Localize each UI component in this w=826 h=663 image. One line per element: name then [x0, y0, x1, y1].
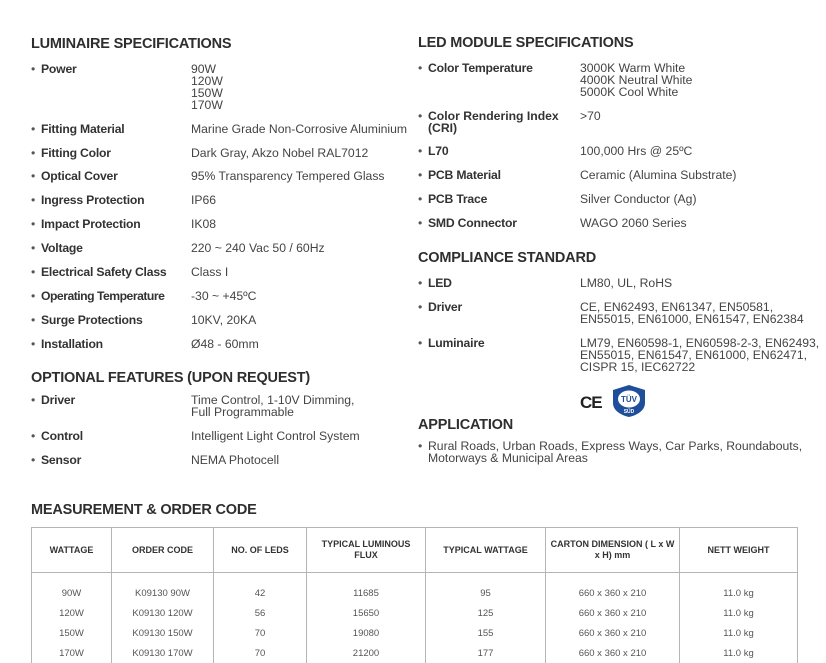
measurement-heading: MEASUREMENT & ORDER CODE: [31, 502, 257, 518]
table-cell: 19080: [307, 623, 426, 643]
table-cell: 11.0 kg: [680, 583, 798, 603]
spec-value-line: 150W: [191, 86, 223, 100]
column-header: CARTON DIMENSION ( L x W x H) mm: [546, 528, 680, 573]
table-row: [32, 623, 798, 643]
spec-value: 220 ~ 240 Vac 50 / 60Hz: [191, 241, 325, 255]
table-cell: 11685: [307, 583, 426, 603]
table-cell: 125: [426, 603, 546, 623]
spec-label: LED: [428, 276, 452, 290]
table-cell: 95: [426, 583, 546, 603]
spec-label: Sensor: [41, 453, 82, 467]
table-cell: 660 x 360 x 210: [546, 603, 680, 623]
spec-value: [191, 394, 354, 418]
spec-value: Marine Grade Non-Corrosive Aluminium: [191, 122, 408, 136]
table-cell: 177: [426, 643, 546, 663]
spec-value: 10KV, 20KA: [191, 313, 257, 327]
spec-value-line: 5000K Cool White: [580, 85, 679, 99]
spec-value: NEMA Photocell: [191, 453, 280, 467]
table-cell: 11.0 kg: [680, 643, 798, 663]
spec-label: Fitting Color: [41, 146, 111, 160]
spec-value: WAGO 2060 Series: [580, 216, 687, 230]
spec-label: Luminaire: [428, 336, 485, 350]
spec-label: Voltage: [41, 241, 83, 255]
spec-label: Installation: [41, 337, 103, 351]
spec-value: [580, 301, 804, 325]
led-module-heading: LED MODULE SPECIFICATIONS: [418, 35, 634, 51]
spec-label: Driver: [41, 393, 76, 407]
spec-label: Ingress Protection: [41, 193, 145, 207]
tuv-sud-mark-sublabel: SÜD: [623, 409, 635, 415]
spec-value-line: 170W: [191, 98, 223, 112]
spec-label: Color Rendering Index (CRI): [428, 109, 559, 135]
table-cell: K09130 90W: [112, 583, 214, 603]
table-cell: 11.0 kg: [680, 603, 798, 623]
tuv-sud-mark-icon: [610, 384, 648, 418]
spec-label: Operating Temperature: [41, 289, 165, 303]
table-header-row: [32, 528, 798, 573]
table-row: [32, 603, 798, 623]
table-divider: [32, 573, 798, 584]
table-row: [32, 643, 798, 663]
luminaire-heading: LUMINAIRE SPECIFICATIONS: [31, 36, 232, 52]
table-cell: 11.0 kg: [680, 623, 798, 643]
spec-label: Power: [41, 62, 77, 76]
spec-value: Ceramic (Alumina Substrate): [580, 168, 737, 182]
spec-value-line: CISPR 15, IEC62722: [580, 360, 696, 374]
spec-value: Silver Conductor (Ag): [580, 192, 697, 206]
table-cell: 120W: [32, 603, 112, 623]
spec-label: Optical Cover: [41, 169, 118, 183]
spec-value-line: Time Control, 1-10V Dimming,: [191, 393, 355, 407]
table-cell: 660 x 360 x 210: [546, 643, 680, 663]
application-heading: APPLICATION: [418, 417, 514, 433]
table-cell: 21200: [307, 643, 426, 663]
column-header: NO. OF LEDS: [214, 528, 307, 573]
spec-value: LM80, UL, RoHS: [580, 276, 673, 290]
column-header: WATTAGE: [32, 528, 112, 573]
spec-value: [191, 63, 223, 111]
spec-label: Electrical Safety Class: [41, 265, 167, 279]
table-cell: 56: [214, 603, 307, 623]
spec-value-line: 3000K Warm White: [580, 61, 686, 75]
spec-value: IP66: [191, 193, 217, 207]
table-cell: 70: [214, 623, 307, 643]
spec-label: Control: [41, 429, 83, 443]
spec-label: PCB Material: [428, 168, 501, 182]
table-cell: 15650: [307, 603, 426, 623]
spec-value: [580, 337, 819, 373]
spec-label: Fitting Material: [41, 122, 125, 136]
spec-value: >70: [580, 109, 601, 123]
spec-value: IK08: [191, 217, 217, 231]
table-cell: 90W: [32, 583, 112, 603]
table-cell: 70: [214, 643, 307, 663]
spec-value-line: 120W: [191, 74, 223, 88]
spec-label: Driver: [428, 300, 463, 314]
spec-value-line: EN55015, EN61547, EN61000, EN62471,: [580, 348, 807, 362]
spec-value: 100,000 Hrs @ 25ºC: [580, 144, 693, 158]
column-header: TYPICAL WATTAGE: [426, 528, 546, 573]
spec-value-line: CE, EN62493, EN61347, EN50581,: [580, 300, 774, 314]
table-cell: K09130 150W: [112, 623, 214, 643]
spec-value: Dark Gray, Akzo Nobel RAL7012: [191, 146, 369, 160]
spec-label: Color Temperature: [428, 61, 533, 75]
spec-value-line: 90W: [191, 62, 217, 76]
table-cell: 42: [214, 583, 307, 603]
spec-value: Class I: [191, 265, 229, 279]
spec-value: Intelligent Light Control System: [191, 429, 360, 443]
spec-value: 95% Transparency Tempered Glass: [191, 169, 385, 183]
spec-value: -30 ~ +45ºC: [191, 289, 257, 303]
table-cell: 660 x 360 x 210: [546, 623, 680, 643]
table-cell: 155: [426, 623, 546, 643]
spec-label: Surge Protections: [41, 313, 143, 327]
spec-label: Impact Protection: [41, 217, 141, 231]
optional-heading: OPTIONAL FEATURES (UPON REQUEST): [31, 370, 311, 386]
spec-label: L70: [428, 144, 449, 158]
spec-value-line: LM79, EN60598-1, EN60598-2-3, EN62493,: [580, 336, 820, 350]
table-row: [32, 583, 798, 603]
spec-label: PCB Trace: [428, 192, 488, 206]
compliance-heading: COMPLIANCE STANDARD: [418, 250, 596, 266]
table-cell: 170W: [32, 643, 112, 663]
table-cell: K09130 170W: [112, 643, 214, 663]
column-header: ORDER CODE: [112, 528, 214, 573]
spec-value: [580, 62, 692, 98]
spec-value-line: Full Programmable: [191, 405, 294, 419]
table-cell: K09130 120W: [112, 603, 214, 623]
ce-mark-icon: CE: [580, 393, 602, 412]
application-line: Motorways & Municipal Areas: [428, 451, 588, 465]
spec-label: SMD Connector: [428, 216, 517, 230]
order-code-table: [31, 527, 798, 663]
table-cell: 150W: [32, 623, 112, 643]
spec-value: Ø48 - 60mm: [191, 337, 259, 351]
application-line: Rural Roads, Urban Roads, Express Ways, Car Parks, Roundabouts,: [428, 439, 803, 453]
tuv-sud-mark-label: TÜV: [621, 395, 637, 404]
spec-value-line: 4000K Neutral White: [580, 73, 693, 87]
table-cell: 660 x 360 x 210: [546, 583, 680, 603]
column-header: NETT WEIGHT: [680, 528, 798, 573]
column-header: TYPICAL LUMINOUS FLUX: [307, 528, 426, 573]
spec-value-line: EN55015, EN61000, EN61547, EN62384: [580, 312, 804, 326]
